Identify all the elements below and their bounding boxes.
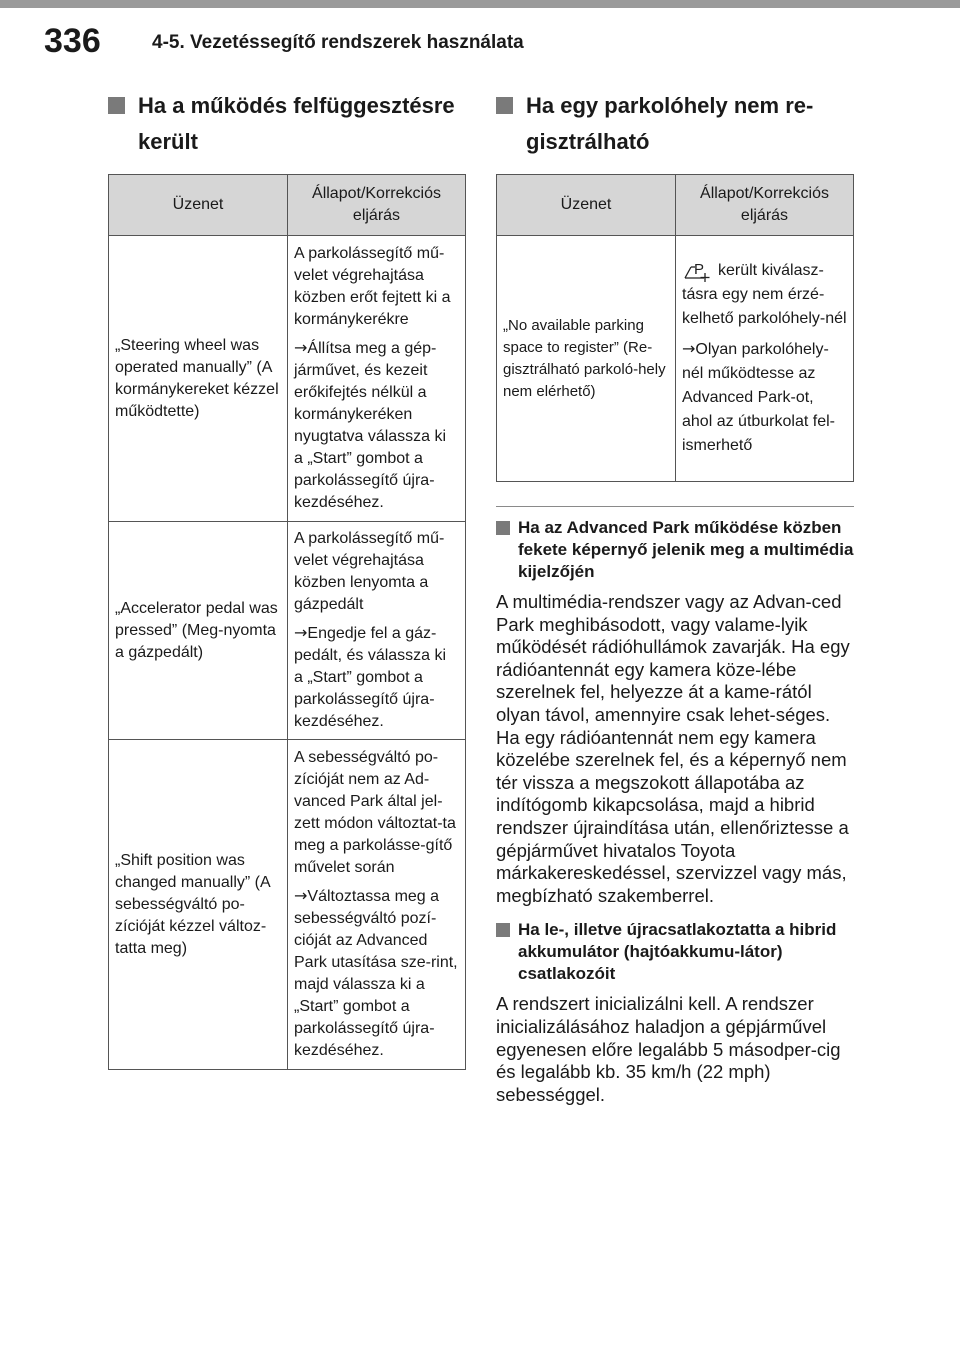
arrow-right-icon: → xyxy=(682,339,696,359)
table-row xyxy=(109,522,466,740)
action-instruction: Állítsa meg a gép-járművet, és kezeit erőkifejtés nélkül a kormánykeréken nyugtatva válassza ki a „Start” gombot a parkolássegítő újra-kezdéséhez. xyxy=(294,340,447,511)
action-instruction: Engedje fel a gáz-pedált, és válassza ki a „Start” gombot a parkolássegítő újra-kezdéséhez. xyxy=(294,625,447,730)
registration-table xyxy=(496,174,854,482)
subheading-black-screen xyxy=(496,517,854,583)
message-cell: „Accelerator pedal was pressed” (Meg-nyomta a gázpedált) xyxy=(109,522,288,740)
arrow-right-icon: → xyxy=(294,623,308,642)
column-header-message: Üzenet xyxy=(497,175,676,236)
action-cell xyxy=(288,740,466,1070)
column-header-action: Állapot/Korrekciós eljárás xyxy=(676,175,854,236)
subheading-battery xyxy=(496,919,854,985)
column-header-action: Állapot/Korrekciós eljárás xyxy=(288,175,466,236)
table-header-row xyxy=(497,175,854,236)
page-number: 336 xyxy=(44,22,101,60)
message-cell: „Steering wheel was operated manually” (A kormánykereket kézzel működtette) xyxy=(109,236,288,522)
condition-text xyxy=(682,259,847,331)
parking-plus-icon xyxy=(682,259,716,283)
heading-not-registrable xyxy=(496,88,854,160)
subheading-text: Ha le-, illetve újracsatlakoztatta a hibrid akkumulátor (hajtóakkumu-látor) csatlakozóit xyxy=(518,920,837,984)
page-header xyxy=(0,0,960,68)
square-bullet-icon xyxy=(108,97,125,114)
column-header-message: Üzenet xyxy=(109,175,288,236)
arrow-right-icon: → xyxy=(294,886,308,905)
action-text xyxy=(294,885,459,1062)
header-bar xyxy=(0,0,960,8)
subheading-text: Ha az Advanced Park működése közben fekete képernyő jelenik meg a multimédia kijelzőjén xyxy=(518,518,854,581)
table-row xyxy=(109,236,466,522)
action-text xyxy=(682,337,847,458)
message-cell: „No available parking space to register” (Re-gisztrálható parkoló-hely nem elérhető) xyxy=(497,236,676,482)
action-text xyxy=(294,622,459,733)
table-row xyxy=(497,236,854,482)
condition-text: A parkolássegítő mű-velet végrehajtása közben lenyomta a gázpedált xyxy=(294,530,445,613)
action-instruction: Olyan parkolóhely-nél működtesse az Advanced Park-ot, ahol az útburkolat fel-ismerhető xyxy=(682,341,835,455)
condition-after-icon: került kiválasz- xyxy=(718,262,824,280)
condition-rest: tásra egy nem érzé-kelhető parkolóhely-nél xyxy=(682,286,847,328)
message-cell: „Shift position was changed manually” (A sebességváltó po-zícióját kézzel változ-tatta meg) xyxy=(109,740,288,1070)
action-text xyxy=(294,337,459,514)
square-bullet-icon xyxy=(496,97,513,114)
heading-suspended xyxy=(108,88,466,160)
action-instruction: Változtassa meg a sebességváltó pozí-cióját az Advanced Park utasítása sze-rint, majd válassza ki a „Start” gombot a parkolássegítő újra-kezdéséhez. xyxy=(294,888,458,1059)
square-bullet-icon xyxy=(496,923,510,937)
black-screen-paragraph: A multimédia-rendszer vagy az Advan-ced Park meghibásodott, vagy valame-lyik működését rádióhullámok zavarják. Ha egy rádióantennát egy kamera köze-lébe szerelnek fel, helyezze át a kame-rától olyan távol, amennyire csak lehet-séges. Ha egy rádióantennát nem egy kamera közelébe szerelnek fel, és a képernyő nem tér vissza a megszokott állapotába az indítógomb kikapcsolása, majd a hibrid rendszer újraindítása után, ellenőriztesse a gépjárművet hivatalos Toyota márkakereskedéssel, szervizzel vagy más, megbízható szakemberrel. xyxy=(496,591,850,906)
table-row xyxy=(109,740,466,1070)
arrow-right-icon: → xyxy=(294,338,308,357)
heading-text: Ha egy parkolóhely nem re-gisztrálható xyxy=(526,93,814,154)
table-header-row xyxy=(109,175,466,236)
condition-text: A sebességváltó po-zícióját nem az Ad-vanced Park által jel-zett módon változtat-ta meg a parkolásse-gítő művelet során xyxy=(294,749,456,876)
heading-text: Ha a működés felfüggesztésre került xyxy=(138,93,455,154)
right-column xyxy=(496,88,854,1118)
square-bullet-icon xyxy=(496,521,510,535)
suspended-table xyxy=(108,174,466,1070)
battery-paragraph: A rendszert inicializálni kell. A rendszer inicializálásához haladjon a gépjárművel egyenesen előre legalább 5 másodper-cig és legalább kb. 35 km/h (22 mph) sebességgel. xyxy=(496,993,841,1105)
action-cell xyxy=(676,236,854,482)
action-cell xyxy=(288,236,466,522)
section-title: 4-5. Vezetéssegítő rendszerek használata xyxy=(152,32,524,53)
parking-letter: P xyxy=(694,260,705,278)
section-divider xyxy=(496,506,854,507)
condition-text: A parkolássegítő mű-velet végrehajtása közben erőt fejtett ki a kormánykerékre xyxy=(294,245,451,328)
action-cell xyxy=(288,522,466,740)
left-column xyxy=(108,88,466,1070)
